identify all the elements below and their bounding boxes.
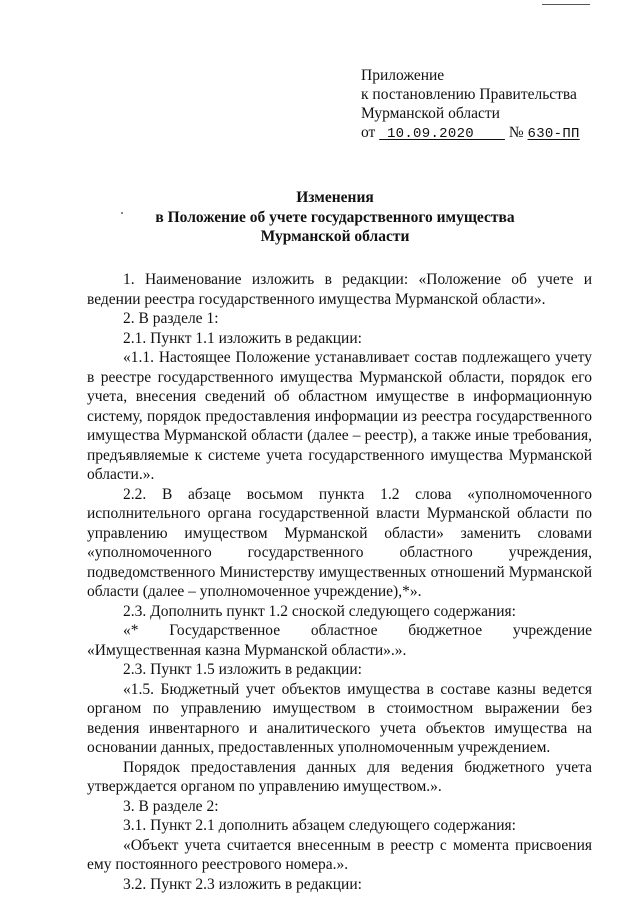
number-prefix: №: [508, 124, 524, 141]
paragraph: «* Государственное областное бюджетное учреждение «Имущественная казна Мурманской области».».: [87, 622, 592, 659]
title-line-2: в Положение об учете государственного имущества: [155, 208, 515, 226]
appendix-date-line: [361, 123, 580, 144]
date-value: 10.09.2020: [386, 126, 474, 142]
paragraph: 1. Наименование изложить в редакции: «Положение об учете и ведении реестра государственного имущества Мурманской области».: [87, 271, 592, 308]
top-rule: [542, 4, 590, 5]
date-prefix: от: [361, 124, 376, 141]
date-field: [379, 124, 505, 141]
paragraph: «1.5. Бюджетный учет объектов имущества в составе казны ведется органом по управлению имуществом в стоимостном выражении без ведения инвентарного и аналитического учета объектов имущества на основании данных, предоставленных уполномоченным учреждением.: [87, 680, 592, 756]
paragraph: 3. В разделе 2:: [123, 797, 219, 815]
paragraph: «Объект учета считается внесенным в реестр с момента присвоения ему постоянного реестрового номера.».: [87, 836, 592, 873]
paragraph: 2. В разделе 1:: [123, 310, 219, 327]
document-body: [87, 270, 592, 894]
title-line-3: Мурманской области: [260, 228, 410, 245]
appendix-line-3: Мурманской области: [361, 105, 500, 122]
paragraph: 2.2. В абзаце восьмом пункта 1.2 слова «уполномоченного исполнительного органа государственной власти Мурманской области по управлению имуществом Мурманской области» заменить словами «уполномоченного государственного областного учреждения, подведомственного Министерству имущественных отношений Мурманской области (далее – уполномоченное учреждение),*».: [87, 485, 592, 600]
appendix-line-2: к постановлению Правительства: [361, 86, 577, 103]
paragraph: 3.1. Пункт 2.1 дополнить абзацем следующего содержания:: [123, 817, 516, 834]
appendix-block: [361, 66, 580, 144]
appendix-line-1: Приложение: [361, 67, 445, 84]
paragraph: 3.2. Пункт 2.3 изложить в редакции:: [123, 875, 362, 893]
paragraph: 2.3. Дополнить пункт 1.2 сноской следующего содержания:: [123, 602, 516, 620]
paragraph: «1.1. Настоящее Положение устанавливает состав подлежащего учету в реестре государственного имущества Мурманской области, порядок его учета, внесения сведений об областном имуществе в информационную систему, порядок предоставления информации из реестра государственного имущества Мурманской области (далее – реестр), а также иные требования, предъявляемые к системе учета государственного имущества Мурманской области.».: [87, 349, 592, 483]
paragraph: 2.1. Пункт 1.1 изложить в редакции:: [123, 329, 362, 347]
paragraph: Порядок предоставления данных для ведения бюджетного учета утверждается органом по управлению имуществом.».: [87, 758, 592, 795]
document-title: [0, 188, 640, 247]
title-line-1: Изменения: [296, 189, 374, 206]
paragraph: 2.3. Пункт 1.5 изложить в редакции:: [123, 661, 362, 678]
number-value: 630-ПП: [527, 126, 580, 142]
scan-speck: [121, 212, 123, 214]
